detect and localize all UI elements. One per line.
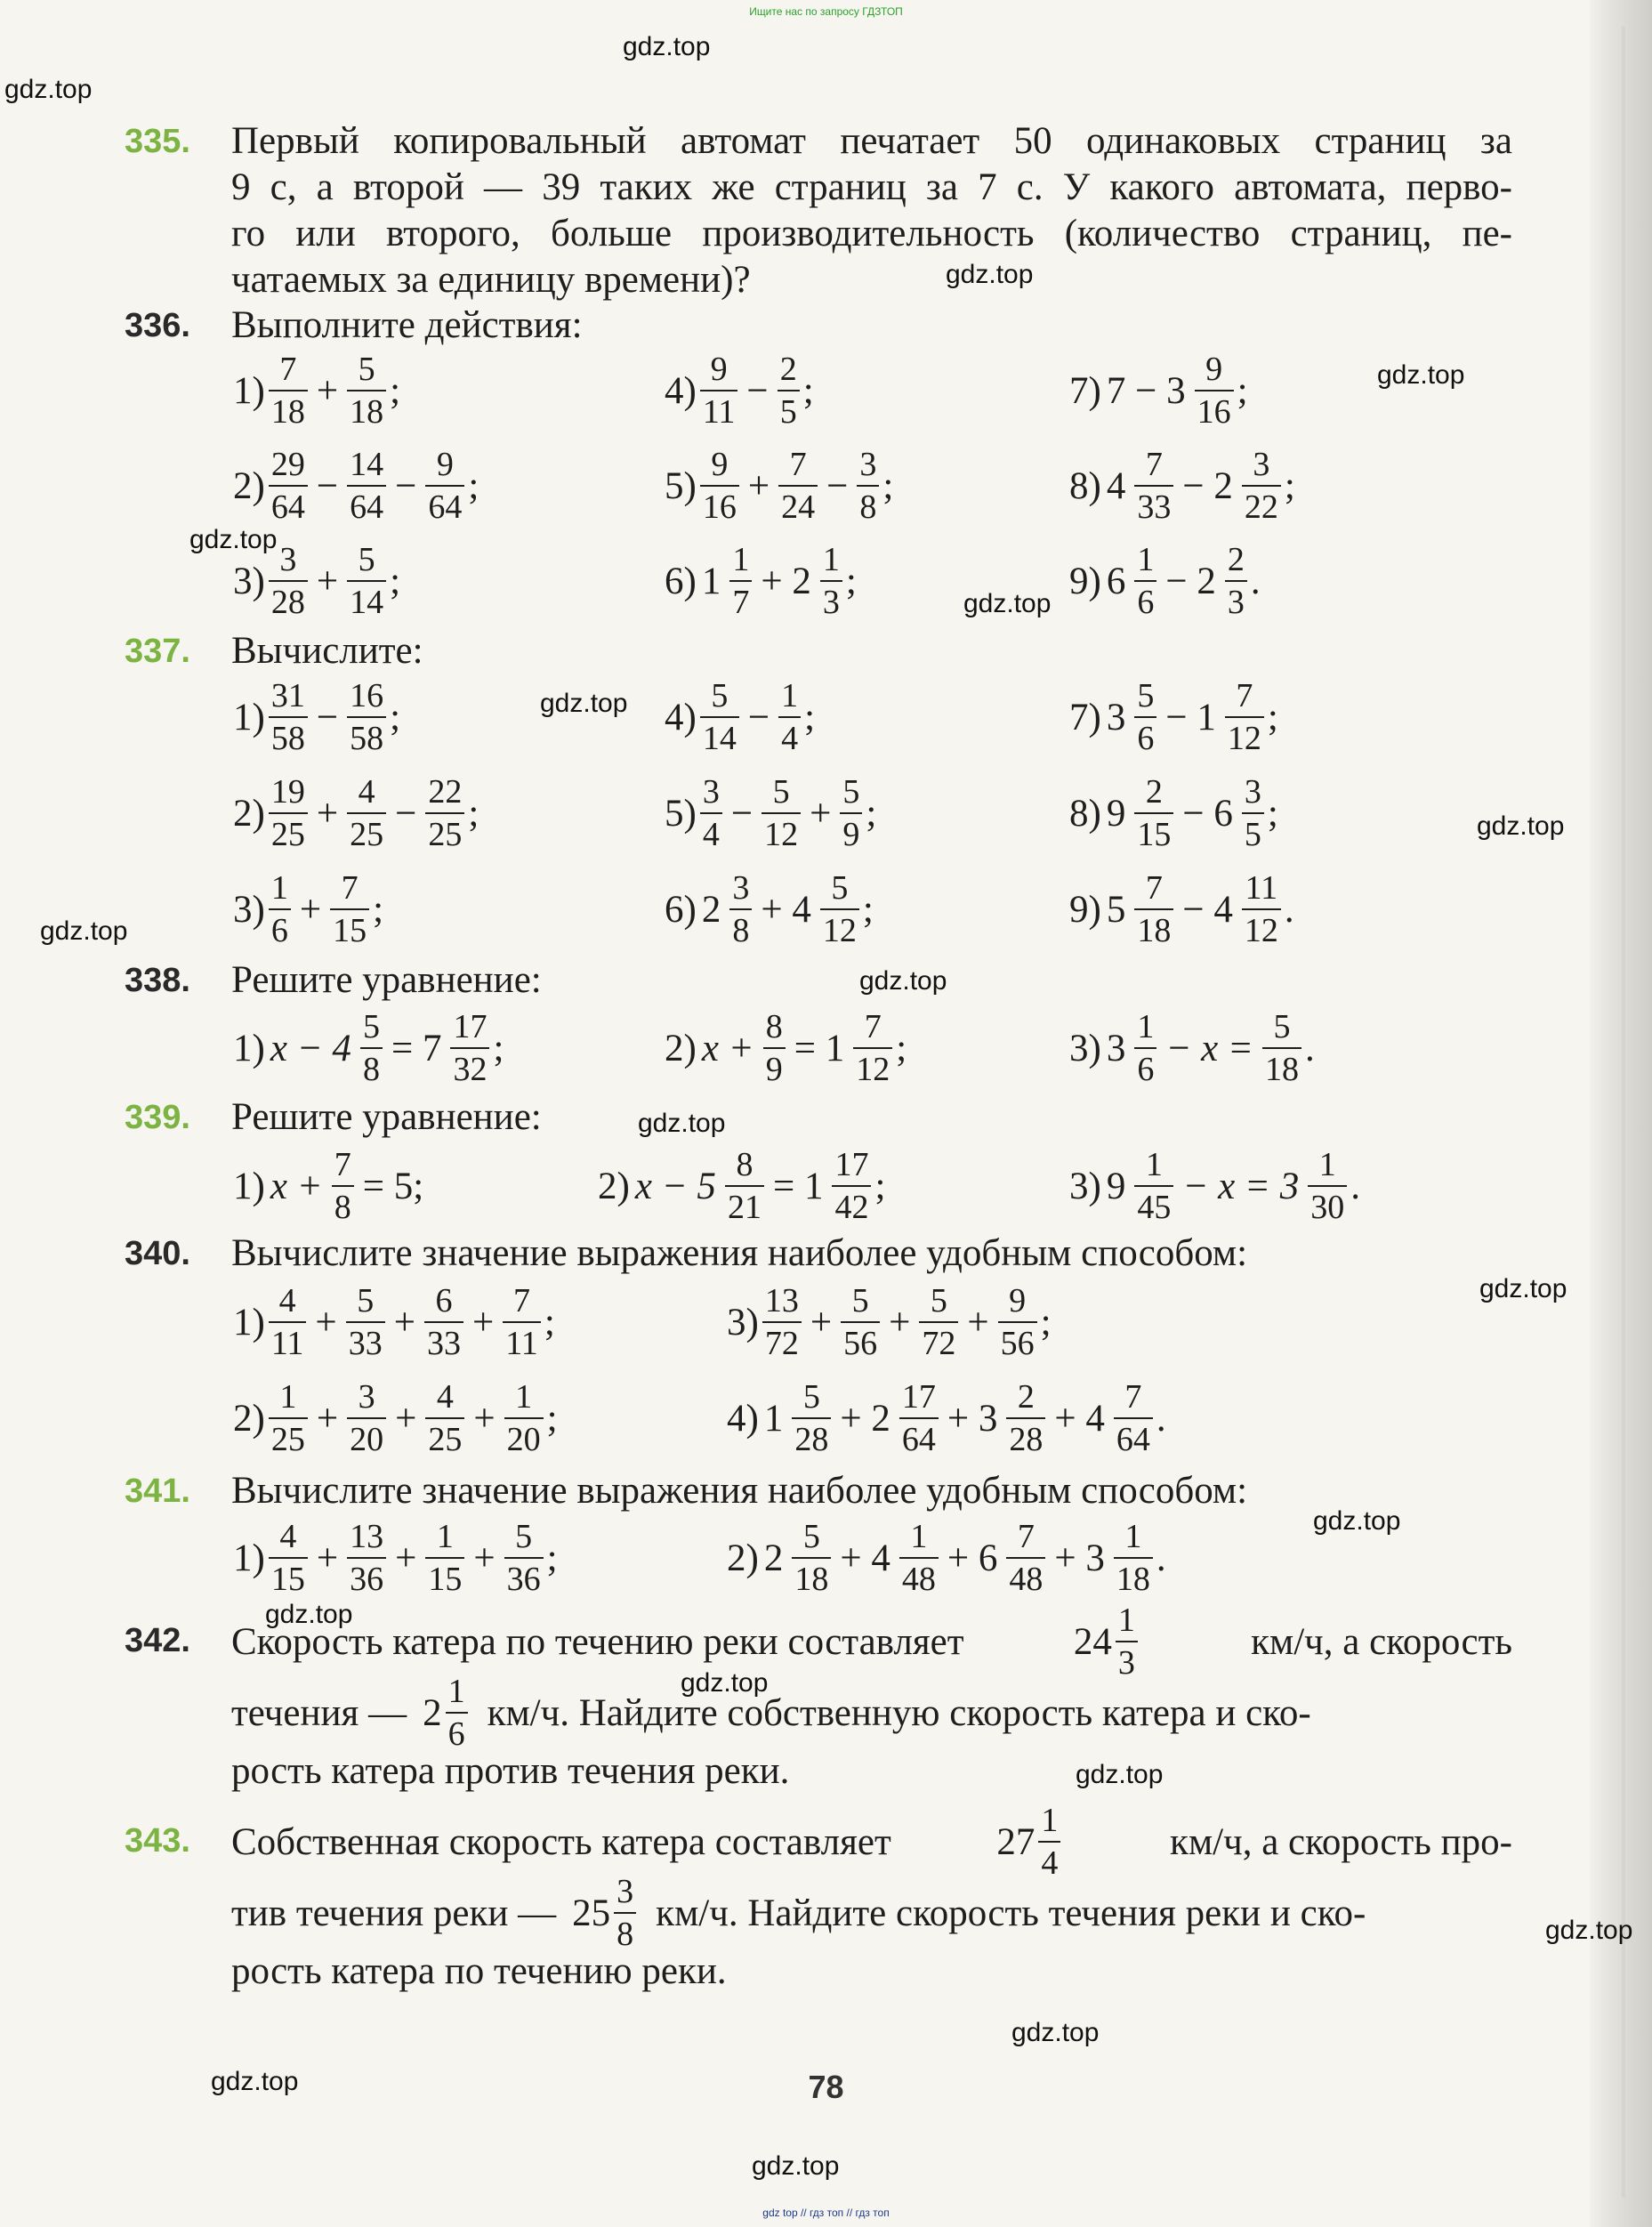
speed-value: 24 $\frac{1}{3}$ (1074, 1600, 1141, 1683)
problem-number: 335. (125, 123, 190, 160)
problem-text: км/ч. Найдите собственную скорость катера и ско- (487, 1691, 1311, 1734)
problem-text: рость катера против течения реки. (231, 1750, 790, 1792)
watermark: gdz.top (963, 589, 1052, 618)
problem-text: рость катера по течению реки. (231, 1950, 727, 1992)
problem-title: Вычислите значение выражения наиболее удобным способом: (231, 1470, 1248, 1512)
problem-text: 9 с, а второй — 39 таких же страниц за 7 с. У какого автомата, перво- (231, 166, 1512, 208)
watermark: gdz.top (1479, 1274, 1567, 1303)
watermark: gdz.top (946, 260, 1034, 289)
exercise-item: 8) 4 $\frac{7}{33}$ − 2 $\frac{3}{22}$ ; (1069, 446, 1295, 526)
problem-text: км/ч, а скорость про- (1170, 1820, 1512, 1863)
problem-text: км/ч. Найдите скорость течения реки и ско- (656, 1892, 1366, 1934)
page-edge-line (1622, 27, 1625, 2198)
watermark: gdz.top (752, 2151, 840, 2181)
problem-title: Вычислите: (231, 630, 423, 672)
watermark: gdz.top (1377, 360, 1465, 390)
watermark: gdz.top (211, 2067, 299, 2096)
top-watermark: Ищите нас по запросу ГДЗТОП (749, 5, 903, 18)
exercise-item: 1) $\frac{4}{15}$ + $\frac{13}{36}$ + $\frac{1}{15}$ + $\frac{5}{36}$ ; (233, 1518, 558, 1598)
problem-title: Решите уравнение: (231, 959, 542, 1001)
problem-text: го или второго, больше производительность (количество страниц, пе- (231, 213, 1512, 254)
problem-342 (125, 1602, 1521, 1798)
exercise-item: 7) 3 $\frac{5}{6}$ − 1 $\frac{7}{12}$ ; (1069, 677, 1278, 757)
problem-number: 340. (125, 1235, 190, 1272)
watermark: gdz.top (638, 1109, 726, 1138)
exercise-item: 3) 9 $\frac{1}{45}$ − x = 3 $\frac{1}{30}$ . (1069, 1146, 1360, 1226)
problem-number: 336. (125, 307, 190, 344)
watermark: gdz.top (540, 689, 628, 718)
watermark: gdz.top (40, 916, 128, 946)
problem-text: Собственная скорость катера составляет (231, 1820, 891, 1863)
problem-text: тив течения реки — (231, 1892, 557, 1934)
exercise-item: 6) 1 $\frac{1}{7}$ + 2 $\frac{1}{3}$ ; (665, 541, 857, 621)
exercise-item: 3) $\frac{1}{6}$ + $\frac{7}{15}$ ; (233, 869, 384, 949)
exercise-item: 7) 7 − 3 $\frac{9}{16}$ ; (1069, 351, 1248, 431)
speed-value: 27 $\frac{1}{4}$ (996, 1800, 1064, 1884)
problem-title: Вычислите значение выражения наиболее удобным способом: (231, 1232, 1248, 1274)
watermark: gdz.top (1076, 1760, 1164, 1789)
problem-title: Решите уравнение: (231, 1096, 542, 1138)
problem-text: км/ч, а скорость (1251, 1620, 1512, 1663)
speed-value: 2 $\frac{1}{6}$ (423, 1671, 471, 1755)
watermark: gdz.top (189, 525, 278, 554)
exercise-item: 4) 1 $\frac{5}{28}$ + 2 $\frac{17}{64}$ + 3 $\frac{2}{28}$ + 4 $\frac{7}{64}$ . (727, 1378, 1166, 1458)
bottom-watermark: gdz top // гдз топ // гдз топ (762, 2207, 890, 2219)
problem-335 (125, 118, 1521, 303)
watermark: gdz.top (1545, 1916, 1633, 1945)
problem-number: 337. (125, 633, 190, 670)
exercise-item: 2) x − 5 $\frac{8}{21}$ = 1 $\frac{17}{42}$ ; (598, 1146, 886, 1226)
exercise-item: 5) $\frac{3}{4}$ − $\frac{5}{12}$ + $\frac{5}{9}$ ; (665, 773, 877, 853)
exercise-item: 1) $\frac{7}{18}$ + $\frac{5}{18}$ ; (233, 351, 401, 431)
problem-text: Скорость катера по течению реки составляет (231, 1620, 964, 1663)
exercise-item: 9) 6 $\frac{1}{6}$ − 2 $\frac{2}{3}$ . (1069, 541, 1261, 621)
exercise-item: 3) $\frac{13}{72}$ + $\frac{5}{56}$ + $\frac{5}{72}$ + $\frac{9}{56}$ ; (727, 1282, 1052, 1362)
exercise-item: 2) $\frac{19}{25}$ + $\frac{4}{25}$ − $\frac{22}{25}$ ; (233, 773, 479, 853)
speed-value: 25 $\frac{3}{8}$ (572, 1871, 640, 1955)
exercise-item: 2) x + $\frac{8}{9}$ = 1 $\frac{7}{12}$ ; (665, 1008, 907, 1088)
exercise-item: 1) x − 4 $\frac{5}{8}$ = 7 $\frac{17}{32}$ ; (233, 1008, 504, 1088)
watermark: gdz.top (265, 1600, 353, 1629)
watermark: gdz.top (1477, 811, 1565, 841)
problem-title: Выполните действия: (231, 304, 583, 346)
watermark: gdz.top (681, 1668, 769, 1698)
page-binding-shadow (1590, 0, 1652, 2227)
problem-text: течения — (231, 1691, 407, 1734)
watermark: gdz.top (859, 966, 947, 996)
exercise-item: 2) 2 $\frac{5}{18}$ + 4 $\frac{1}{48}$ + 6 $\frac{7}{48}$ + 3 $\frac{1}{18}$ . (727, 1518, 1166, 1598)
exercise-item: 1) x + $\frac{7}{8}$ = 5; (233, 1146, 424, 1226)
problem-343 (125, 1802, 1521, 1998)
exercise-item: 5) $\frac{9}{16}$ + $\frac{7}{24}$ − $\frac{3}{8}$ ; (665, 446, 894, 526)
problem-number: 338. (125, 962, 190, 999)
watermark: gdz.top (623, 32, 711, 61)
exercise-item: 6) 2 $\frac{3}{8}$ + 4 $\frac{5}{12}$ ; (665, 869, 874, 949)
problem-339 (125, 1094, 1521, 1141)
exercise-item: 4) $\frac{5}{14}$ − $\frac{1}{4}$ ; (665, 677, 816, 757)
watermark: gdz.top (1313, 1506, 1401, 1536)
problem-340 (125, 1230, 1521, 1277)
problem-338 (125, 957, 1521, 1004)
exercise-item: 8) 9 $\frac{2}{15}$ − 6 $\frac{3}{5}$ ; (1069, 773, 1278, 853)
exercise-item: 3) $\frac{3}{28}$ + $\frac{5}{14}$ ; (233, 541, 401, 621)
problem-text: Первый копировальный автомат печатает 50 одинаковых страниц за (231, 120, 1512, 162)
watermark: gdz.top (4, 75, 93, 104)
watermark: gdz.top (1011, 2018, 1100, 2047)
problem-number: 339. (125, 1099, 190, 1136)
page-number: 78 (808, 2069, 844, 2105)
exercise-item: 3) 3 $\frac{1}{6}$ − x = $\frac{5}{18}$ . (1069, 1008, 1315, 1088)
problem-text: чатаемых за единицу времени)? (231, 259, 751, 301)
exercise-item: 2) $\frac{29}{64}$ − $\frac{14}{64}$ − $\frac{9}{64}$ ; (233, 446, 479, 526)
exercise-item: 1) $\frac{31}{58}$ − $\frac{16}{58}$ ; (233, 677, 401, 757)
exercise-item: 4) $\frac{9}{11}$ − $\frac{2}{5}$ ; (665, 351, 814, 431)
problem-number: 342. (125, 1622, 190, 1659)
problem-number: 343. (125, 1822, 190, 1860)
exercise-item: 9) 5 $\frac{7}{18}$ − 4 $\frac{11}{12}$ . (1069, 869, 1294, 949)
exercise-item: 2) $\frac{1}{25}$ + $\frac{3}{20}$ + $\frac{4}{25}$ + $\frac{1}{20}$ ; (233, 1378, 558, 1458)
problem-number: 341. (125, 1473, 190, 1510)
exercise-item: 1) $\frac{4}{11}$ + $\frac{5}{33}$ + $\frac{6}{33}$ + $\frac{7}{11}$ ; (233, 1282, 555, 1362)
